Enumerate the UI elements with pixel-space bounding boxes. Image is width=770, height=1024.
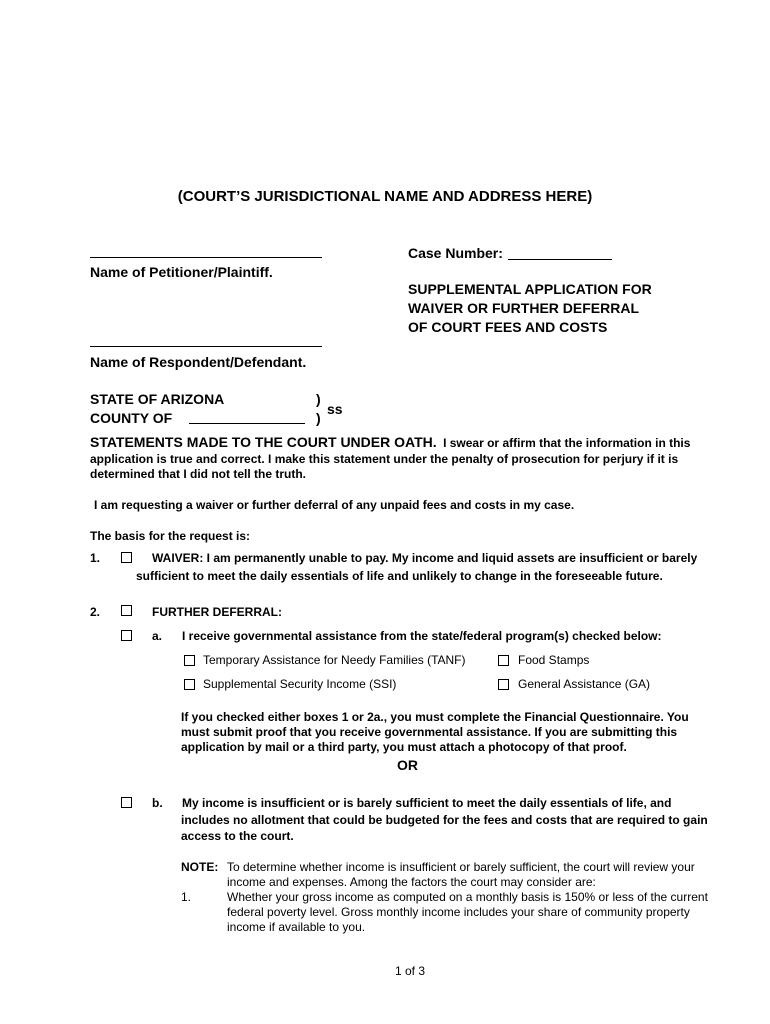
tanf-label: Temporary Assistance for Needy Families (TANF) (203, 653, 466, 667)
form-title-line3: OF COURT FEES AND COSTS (408, 319, 608, 335)
tanf-checkbox[interactable] (184, 655, 195, 666)
petitioner-label: Name of Petitioner/Plaintiff. (90, 264, 273, 280)
oath-line2: application is true and correct. I make this statement under the penalty of prosecution for perjury if it is (90, 452, 679, 466)
option-a-text: I receive governmental assistance from the state/federal program(s) checked below: (182, 629, 662, 643)
instruction-line3: application by mail or a third party, you must attach a photocopy of that proof. (181, 740, 627, 754)
option-a-checkbox[interactable] (121, 630, 132, 641)
instruction-line1: If you checked either boxes 1 or 2a., you must complete the Financial Questionnaire. You (181, 710, 689, 724)
general-assistance-checkbox[interactable] (498, 679, 509, 690)
waiver-line2: sufficient to meet the daily essentials of life and unlikely to change in the foreseeable future. (136, 569, 663, 583)
form-title-line2: WAIVER OR FURTHER DEFERRAL (408, 300, 639, 316)
note-item1-line1: Whether your gross income as computed on a monthly basis is 150% or less of the current (227, 890, 708, 904)
option-b-line2: includes no allotment that could be budgeted for the fees and costs that are required to gain (181, 813, 708, 827)
waiver-checkbox[interactable] (121, 552, 132, 563)
general-assistance-label: General Assistance (GA) (518, 677, 651, 691)
option-b-line1: My income is insufficient or is barely sufficient to meet the daily essentials of life, and (182, 796, 672, 810)
note-label: NOTE: (181, 860, 219, 874)
option-b-checkbox[interactable] (121, 797, 132, 808)
item2-number: 2. (90, 605, 101, 619)
option-b-line3: access to the court. (181, 829, 294, 843)
item1-number: 1. (90, 551, 101, 565)
venue-paren-1: ) (316, 391, 321, 407)
page-number: 1 of 3 (394, 964, 426, 978)
option-b-letter: b. (152, 796, 163, 810)
petitioner-name-line[interactable] (90, 257, 322, 258)
respondent-name-line[interactable] (90, 346, 322, 347)
respondent-label: Name of Respondent/Defendant. (90, 354, 307, 370)
option-a-letter: a. (152, 629, 163, 643)
ss-label: ss (327, 401, 343, 417)
ssi-label: Supplemental Security Income (SSI) (203, 677, 397, 691)
oath-heading: STATEMENTS MADE TO THE COURT UNDER OATH. (90, 434, 437, 450)
note-line1: To determine whether income is insufficient or barely sufficient, the court will review your (227, 860, 695, 874)
form-title-line1: SUPPLEMENTAL APPLICATION FOR (408, 281, 652, 297)
note-item1-number: 1. (181, 890, 192, 904)
note-item1-line2: federal poverty level. Gross monthly income includes your share of community property (227, 905, 690, 919)
further-deferral-checkbox[interactable] (121, 605, 132, 616)
or-separator: OR (397, 757, 418, 773)
oath-line1: I swear or affirm that the information in this (443, 436, 691, 450)
note-item1-line3: income if available to you. (227, 920, 366, 934)
case-number-line[interactable] (508, 259, 612, 260)
basis-label: The basis for the request is: (90, 529, 251, 543)
request-statement: I am requesting a waiver or further deferral of any unpaid fees and costs in my case. (94, 498, 575, 512)
county-name-line[interactable] (189, 423, 305, 424)
state-label: STATE OF ARIZONA (90, 391, 225, 407)
note-line2: income and expenses. Among the factors the court may consider are: (227, 875, 596, 889)
further-deferral-label: FURTHER DEFERRAL: (152, 605, 282, 619)
court-name-heading: (COURT’S JURISDICTIONAL NAME AND ADDRESS HERE) (177, 188, 593, 205)
oath-line3: determined that I did not tell the truth. (90, 467, 306, 481)
oath-paragraph-line1 (90, 434, 690, 452)
county-label: COUNTY OF (90, 410, 173, 426)
venue-paren-2: ) (316, 410, 321, 426)
waiver-line1: WAIVER: I am permanently unable to pay. My income and liquid assets are insufficient or barely (152, 551, 698, 565)
case-number-label: Case Number: (408, 245, 503, 261)
food-stamps-label: Food Stamps (518, 653, 590, 667)
instruction-line2: must submit proof that you receive governmental assistance. If you are submitting this (181, 725, 678, 739)
ssi-checkbox[interactable] (184, 679, 195, 690)
food-stamps-checkbox[interactable] (498, 655, 509, 666)
